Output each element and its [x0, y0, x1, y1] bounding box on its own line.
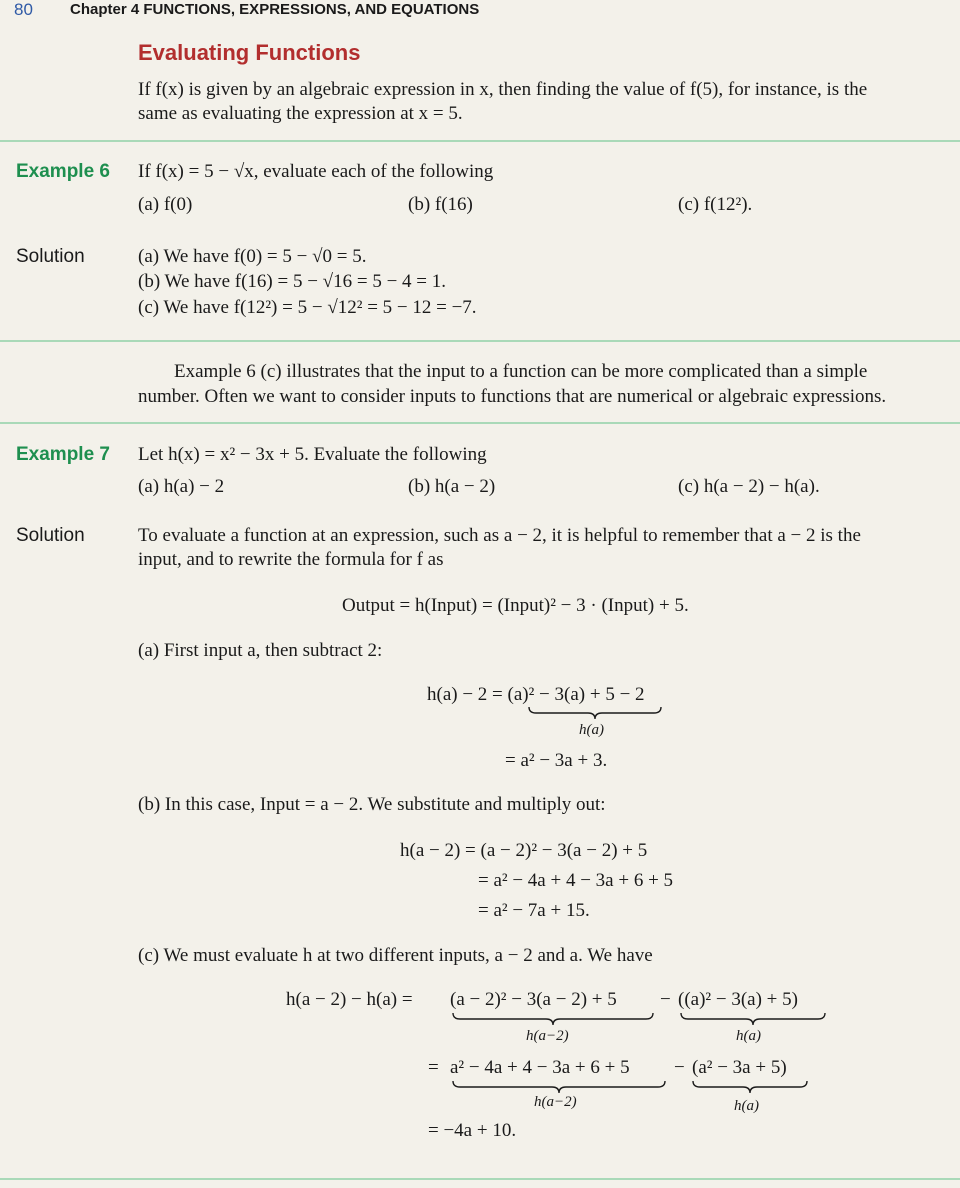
example7-solution-label: Solution	[16, 525, 85, 546]
rule-top-example7	[0, 422, 960, 424]
part-c-eq1-term-2: ((a)² − 3(a) + 5)	[678, 989, 798, 1010]
part-a-underbrace	[528, 706, 662, 720]
example7-problem: Let h(x) = x² − 3x + 5. Evaluate the following	[138, 444, 487, 465]
example6-solution-a: (a) We have f(0) = 5 − √0 = 5.	[138, 246, 367, 267]
part-c-brace-label-4: h(a)	[734, 1098, 759, 1114]
example6-label: Example 6	[16, 161, 110, 182]
example7-solution-intro-2: input, and to rewrite the formula for f as	[138, 549, 444, 570]
part-c-eq2-term-2: (a² − 3a + 5)	[692, 1057, 787, 1078]
part-c-equation-3: = −4a + 10.	[428, 1120, 517, 1141]
part-c-eq1-minus: −	[660, 989, 671, 1010]
part-c-underbrace-2	[680, 1012, 826, 1026]
intro-line-1: If f(x) is given by an algebraic expression in x, then finding the value of f(5), for instance, is the	[138, 79, 868, 100]
example7-part-a: (a) h(a) − 2	[138, 476, 225, 497]
paragraph-line-2: number. Often we want to consider inputs to functions that are numerical or algebraic expressions.	[138, 386, 887, 407]
example7-solution-intro-1: To evaluate a function at an expression, such as a − 2, it is helpful to remember that a − 2 is the	[138, 525, 861, 546]
part-c-brace-label-1: h(a−2)	[526, 1028, 569, 1044]
paragraph-line-1: Example 6 (c) illustrates that the input to a function can be more complicated than a simple	[174, 361, 868, 382]
part-c-text: (c) We must evaluate h at two different inputs, a − 2 and a. We have	[138, 945, 653, 966]
part-b-equation-2: = a² − 4a + 4 − 3a + 6 + 5	[478, 870, 674, 891]
part-c-eq2-equals: =	[428, 1057, 439, 1078]
output-formula: Output = h(Input) = (Input)² − 3 · (Input) + 5.	[342, 595, 689, 616]
example6-part-a: (a) f(0)	[138, 194, 193, 215]
example7-part-c: (c) h(a − 2) − h(a).	[678, 476, 820, 497]
part-a-text: (a) First input a, then subtract 2:	[138, 640, 383, 661]
example6-solution-c: (c) We have f(12²) = 5 − √12² = 5 − 12 = −7.	[138, 297, 477, 318]
part-b-equation-1: h(a − 2) = (a − 2)² − 3(a − 2) + 5	[400, 840, 648, 861]
example6-part-c: (c) f(12²).	[678, 194, 753, 215]
part-a-equation-2: = a² − 3a + 3.	[505, 750, 608, 771]
chapter-title: Chapter 4 FUNCTIONS, EXPRESSIONS, AND EQUATIONS	[70, 1, 480, 18]
part-c-eq1-lhs: h(a − 2) − h(a) =	[286, 989, 413, 1010]
section-heading: Evaluating Functions	[138, 40, 361, 65]
rule-bottom	[0, 1178, 960, 1180]
example6-solution-b: (b) We have f(16) = 5 − √16 = 5 − 4 = 1.	[138, 271, 447, 292]
part-c-underbrace-3	[452, 1080, 666, 1094]
example7-part-b: (b) h(a − 2)	[408, 476, 496, 497]
part-a-equation-1: h(a) − 2 = (a)² − 3(a) + 5 − 2	[427, 684, 645, 705]
intro-line-2: same as evaluating the expression at x = 5.	[138, 103, 463, 124]
example6-solution-label: Solution	[16, 246, 85, 267]
rule-top-example6	[0, 140, 960, 142]
example7-label: Example 7	[16, 444, 110, 465]
rule-bottom-example6	[0, 340, 960, 342]
part-b-text: (b) In this case, Input = a − 2. We substitute and multiply out:	[138, 794, 606, 815]
part-c-underbrace-4	[692, 1080, 808, 1094]
part-c-eq2-term-1: a² − 4a + 4 − 3a + 6 + 5	[450, 1057, 630, 1078]
part-c-brace-label-3: h(a−2)	[534, 1094, 577, 1110]
part-c-eq1-term-1: (a − 2)² − 3(a − 2) + 5	[450, 989, 617, 1010]
part-a-brace-label: h(a)	[579, 722, 604, 738]
example6-problem: If f(x) = 5 − √x, evaluate each of the following	[138, 161, 494, 182]
part-c-eq2-minus: −	[674, 1057, 685, 1078]
page-number: 80	[14, 0, 33, 19]
part-b-equation-3: = a² − 7a + 15.	[478, 900, 590, 921]
part-c-brace-label-2: h(a)	[736, 1028, 761, 1044]
example6-part-b: (b) f(16)	[408, 194, 473, 215]
part-c-underbrace-1	[452, 1012, 654, 1026]
